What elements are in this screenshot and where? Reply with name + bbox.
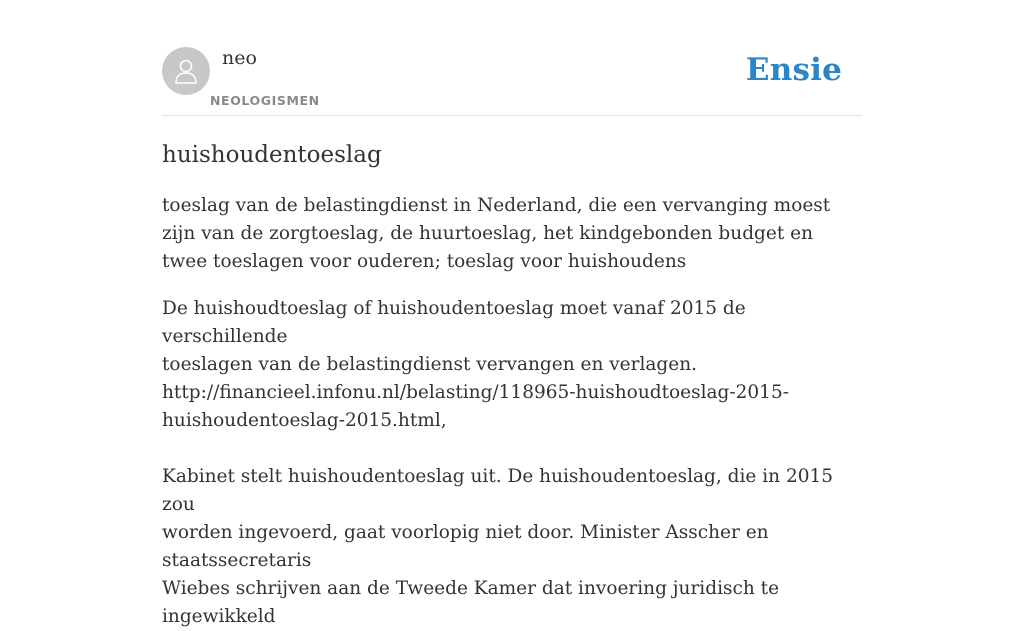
entry-word: huishoudentoeslag (162, 142, 382, 168)
category-link[interactable]: NEOLOGISMEN (210, 93, 320, 108)
example-line: De huishoudtoeslag of huishoudentoeslag moet vanaf 2015 de verschillende (162, 298, 746, 347)
avatar[interactable] (162, 47, 210, 95)
example-line: http://financieel.infonu.nl/belasting/118965-huishoudtoeslag-2015- (162, 382, 789, 403)
entry-example (162, 295, 862, 631)
example-line: toeslagen van de belastingdienst vervangen en verlagen. (162, 354, 698, 375)
example-line: Wiebes schrijven aan de Tweede Kamer dat invoering juridisch te ingewikkeld (162, 578, 780, 627)
example-gap (162, 435, 862, 463)
example-line: Kabinet stelt huishoudentoeslag uit. De huishoudentoeslag, die in 2015 zou (162, 466, 834, 515)
entry-header (162, 0, 862, 116)
example-line: worden ingevoerd, gaat voorlopig niet door. Minister Asscher en staatssecretaris (162, 522, 769, 571)
entry-definition: toeslag van de belastingdienst in Nederland, die een vervanging moest zijn van de zorgtoeslag, de huurtoeslag, het kindgebonden budget en twee toeslagen voor ouderen; toeslag voor huishoudens (162, 195, 831, 272)
ensie-logo[interactable]: Ensie (745, 52, 842, 88)
example-line: huishoudentoeslag-2015.html, (162, 410, 447, 431)
entry-page (162, 0, 862, 627)
user-silhouette-icon (171, 56, 201, 86)
username-link[interactable]: neo (222, 47, 257, 69)
